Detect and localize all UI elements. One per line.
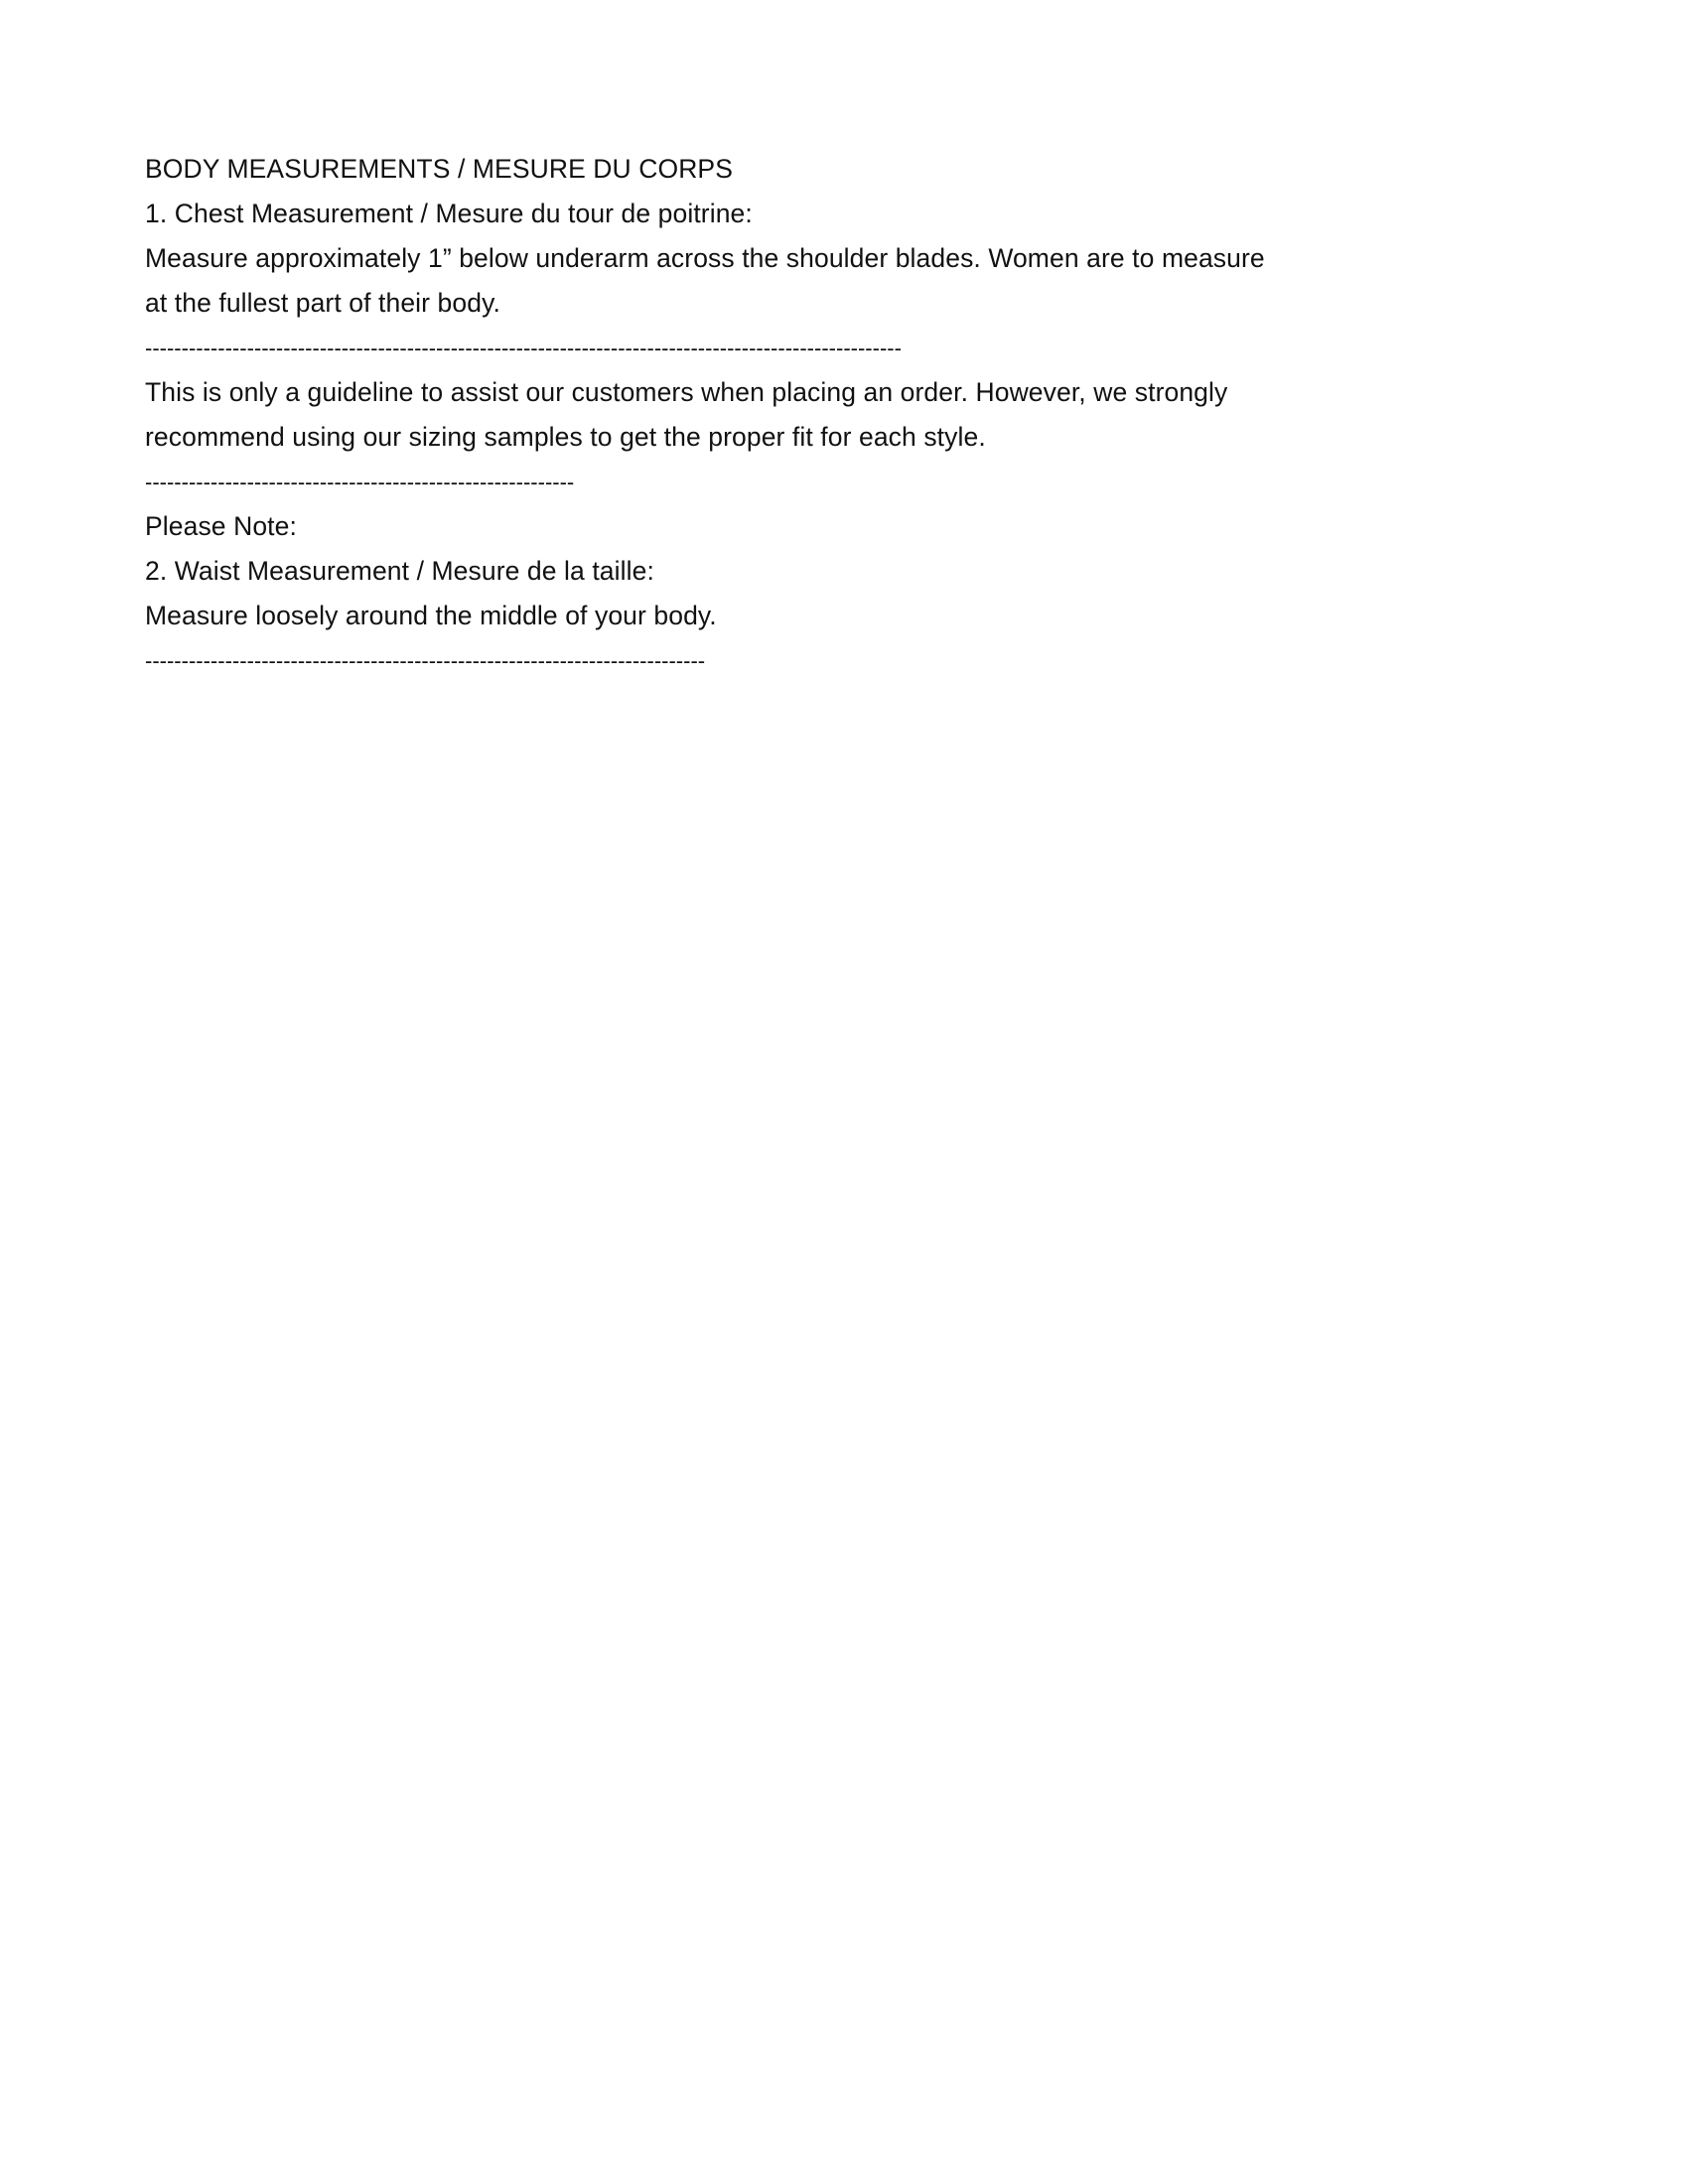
waist-measurement-label: 2. Waist Measurement / Mesure de la taille: (145, 556, 654, 586)
document-heading: BODY MEASUREMENTS / MESURE DU CORPS (145, 154, 733, 184)
waist-measurement-instruction: Measure loosely around the middle of your body. (145, 601, 717, 630)
divider-rule-1: -------------------------------------------------------------------------------------------------------- (145, 336, 902, 360)
guideline-note: This is only a guideline to assist our customers when placing an order. However, we strongly recommend using our sizing samples to get the proper fit for each style. (145, 377, 1228, 452)
chest-measurement-label: 1. Chest Measurement / Mesure du tour de poitrine: (145, 199, 753, 228)
please-note-label: Please Note: (145, 511, 297, 541)
document-body (145, 147, 1297, 683)
divider-rule-2: ----------------------------------------------------------- (145, 470, 575, 494)
divider-rule-3: ----------------------------------------------------------------------------- (145, 648, 706, 673)
chest-measurement-instruction: Measure approximately 1” below underarm across the shoulder blades. Women are to measure at the fullest part of their body. (145, 243, 1265, 318)
